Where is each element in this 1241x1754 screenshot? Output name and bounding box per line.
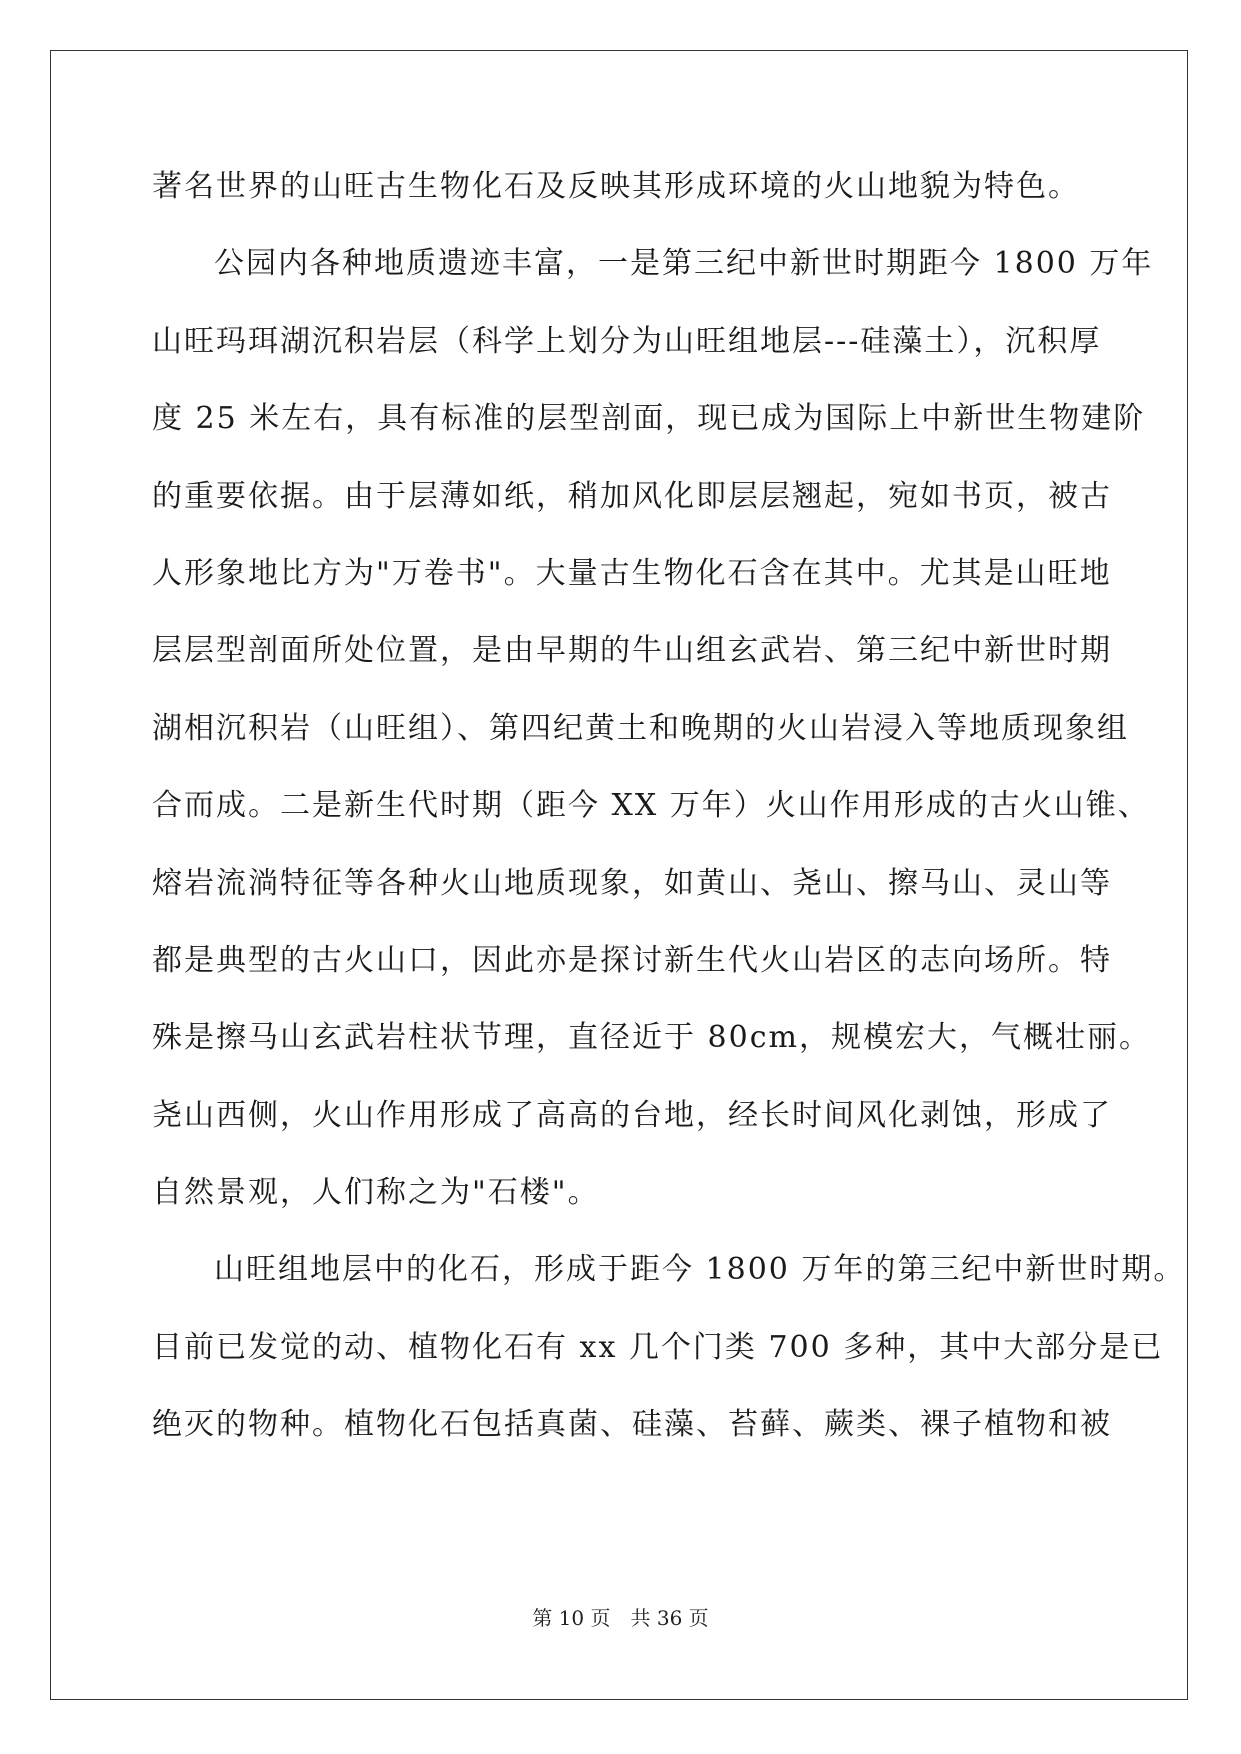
text-line: 湖相沉积岩（山旺组）、第四纪黄土和晚期的火山岩浸入等地质现象组 — [152, 710, 1129, 746]
text-line: 尧山西侧，火山作用形成了高高的台地，经长时间风化剥蚀，形成了 — [152, 1097, 1112, 1133]
text-line: 熔岩流淌特征等各种火山地质现象，如黄山、尧山、擦马山、灵山等 — [152, 865, 1112, 901]
text-line: 著名世界的山旺古生物化石及反映其形成环境的火山地貌为特色。 — [152, 169, 1080, 204]
text-line: 山旺玛珥湖沉积岩层（科学上划分为山旺组地层---硅藻土），沉积厚 — [152, 323, 1102, 359]
text-line: 殊是擦马山玄武岩柱状节理，直径近于 80cm，规模宏大，气概壮丽。 — [152, 1020, 1151, 1056]
text-line: 层层型剖面所处位置，是由早期的牛山组玄武岩、第三纪中新世时期 — [152, 633, 1112, 669]
document-body — [152, 157, 1186, 1473]
text-line: 山旺组地层中的化石，形成于距今 1800 万年的第三纪中新世时期。 — [214, 1252, 1186, 1288]
text-line: 度 25 米左右，具有标准的层型剖面，现已成为国际上中新世生物建阶 — [152, 401, 1146, 437]
text-line: 绝灭的物种。植物化石包括真菌、硅藻、苔藓、蕨类、裸子植物和被 — [152, 1407, 1112, 1443]
page-number: 第 10 页 共 36 页 — [532, 1606, 709, 1630]
text-line: 自然景观，人们称之为"石楼"。 — [152, 1175, 600, 1211]
text-line: 人形象地比方为"万卷书"。大量古生物化石含在其中。尤其是山旺地 — [152, 555, 1112, 591]
text-line: 公园内各种地质遗迹丰富，一是第三纪中新世时期距今 1800 万年 — [214, 246, 1154, 282]
text-line: 都是典型的古火山口，因此亦是探讨新生代火山岩区的志向场所。特 — [152, 942, 1112, 978]
text-line: 的重要依据。由于层薄如纸，稍加风化即层层翘起，宛如书页，被古 — [152, 478, 1112, 514]
text-line: 目前已发觉的动、植物化石有 xx 几个门类 700 多种，其中大部分是已 — [152, 1329, 1164, 1365]
text-line: 合而成。二是新生代时期（距今 XX 万年）火山作用形成的古火山锥、 — [152, 788, 1150, 824]
